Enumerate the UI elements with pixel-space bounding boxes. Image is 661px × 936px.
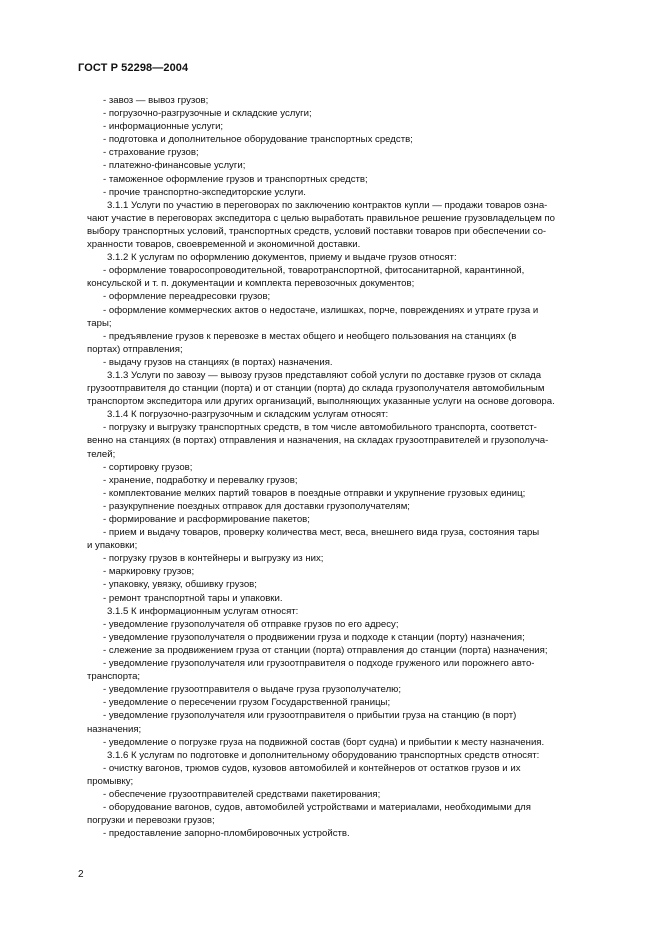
page-number: 2 [78, 869, 84, 880]
text-line: - оформление товаросопроводительной, товаротранспортной, фитосанитарной, карантинной, [103, 265, 525, 277]
text-line: - таможенное оформление грузов и транспортных средств; [103, 173, 368, 185]
text-line: 3.1.1 Услуги по участию в переговорах по заключению контрактов купли — продажи товаров озна- [107, 199, 548, 211]
text-line: - выдачу грузов на станциях (в портах) назначения. [103, 356, 333, 368]
text-line: выбору транспортных условий, транспортных средств, условий поставки товаров при обеспечении со- [87, 225, 547, 237]
text-line: венно на станциях (в портах) отправления и назначения, на складах грузоотправителей и грузополуча- [87, 435, 549, 447]
text-line: - разукрупнение поездных отправок для доставки грузополучателям; [103, 500, 410, 512]
text-line: - предъявление грузов к перевозке в местах общего и необщего пользования на станциях (в [103, 330, 517, 342]
text-line: - платежно-финансовые услуги; [103, 160, 246, 172]
text-line: грузоотправителя до станции (порта) и от станции (порта) до склада грузополучателя автомобильным [87, 383, 545, 395]
text-line: консульской и т. п. документации и комплекта перевозочных документов; [87, 278, 415, 290]
text-line: - завоз — вывоз грузов; [103, 95, 209, 106]
text-line: 3.1.2 К услугам по оформлению документов, приему и выдаче грузов относят: [107, 252, 457, 264]
text-line: - упаковку, увязку, обшивку грузов; [103, 579, 257, 591]
text-line: - формирование и расформирование пакетов; [103, 514, 310, 525]
document-body [87, 94, 614, 840]
text-line: и упаковки; [87, 540, 138, 552]
text-line: назначения; [87, 723, 142, 735]
text-line: - оформление переадресовки грузов; [103, 291, 271, 303]
text-line: - очистку вагонов, трюмов судов, кузовов автомобилей и контейнеров от остатков грузов и их [103, 762, 521, 774]
text-line: - информационные услуги; [103, 121, 224, 133]
text-line: телей; [87, 448, 116, 460]
text-line: 3.1.4 К погрузочно-разгрузочным и складским услугам относят: [107, 409, 389, 421]
text-line: - предоставление запорно-пломбировочных устройств. [103, 828, 350, 840]
text-line: - погрузку грузов в контейнеры и выгрузку из них; [103, 553, 324, 565]
text-line: - уведомление грузополучателя или грузоотправителя о прибытии груза на станцию (в порт) [103, 710, 517, 722]
text-line: - прочие транспортно-экспедиторские услуги. [103, 186, 306, 198]
text-line: - сортировку грузов; [103, 461, 193, 473]
text-line: - подготовка и дополнительное оборудование транспортных средств; [103, 134, 413, 146]
text-line: портах) отправления; [87, 343, 183, 355]
text-line: - прием и выдачу товаров, проверку количества мест, веса, внешнего вида груза, состояния тары [103, 527, 540, 539]
text-line: хранности товаров, своевременной и экономичной доставки. [87, 239, 361, 251]
text-line: - слежение за продвижением груза от станции (порта) отправления до станции (порта) назначения; [103, 644, 548, 656]
text-line: - уведомление грузоотправителя о выдаче груза грузополучателю; [103, 684, 402, 696]
text-line: - маркировку грузов; [103, 566, 195, 578]
text-line: - оформление коммерческих актов о недостаче, излишках, порче, повреждениях и утрате груза и [103, 304, 539, 316]
text-line: 3.1.3 Услуги по завозу — вывозу грузов представляют собой услуги по доставке грузов от склада [107, 369, 542, 381]
text-line: - уведомление грузополучателя об отправке грузов по его адресу; [103, 618, 399, 630]
text-line: тары; [87, 317, 112, 329]
text-line: - обеспечение грузоотправителей средствами пакетирования; [103, 788, 381, 800]
text-line: промывку; [87, 775, 134, 787]
text-line: - хранение, подработку и перевалку грузов; [103, 474, 298, 486]
text-line: - погрузочно-разгрузочные и складские услуги; [103, 108, 312, 120]
document-header: ГОСТ Р 52298—2004 [78, 62, 189, 74]
text-line: погрузки и перевозки грузов; [87, 815, 215, 827]
text-line: 3.1.6 К услугам по подготовке и дополнительному оборудованию транспортных средств относят: [107, 749, 540, 761]
text-line: - погрузку и выгрузку транспортных средств, в том числе автомобильного транспорта, соответст- [103, 422, 537, 434]
text-line: - страхование грузов; [103, 147, 199, 159]
text-line: - уведомление о погрузке груза на подвижной состав (борт судна) и прибытии к месту назначения. [103, 736, 545, 748]
text-line: - уведомление грузополучателя о продвижении груза и подходе к станции (порту) назначения; [103, 631, 525, 643]
text-line: - уведомление грузополучателя или грузоотправителя о подходе груженого или порожнего авто- [103, 658, 535, 670]
text-line: - оборудование вагонов, судов, автомобилей устройствами и материалами, необходимыми для [103, 802, 531, 814]
text-line: 3.1.5 К информационным услугам относят: [107, 605, 299, 617]
text-line: - уведомление о пересечении грузом Государственной границы; [103, 697, 391, 709]
text-line: - ремонт транспортной тары и упаковки. [103, 592, 283, 604]
text-line: - комплектование мелких партий товаров в поездные отправки и укрупнение грузовых единиц; [103, 487, 526, 499]
text-line: транспорта; [87, 671, 141, 683]
text-line: транспортом экспедитора или других организаций, выполняющих указанные услуги на основе договора. [87, 396, 555, 408]
text-line: чают участие в переговорах экспедитора с целью выработать правильное решение грузовладельцем по [87, 212, 556, 224]
